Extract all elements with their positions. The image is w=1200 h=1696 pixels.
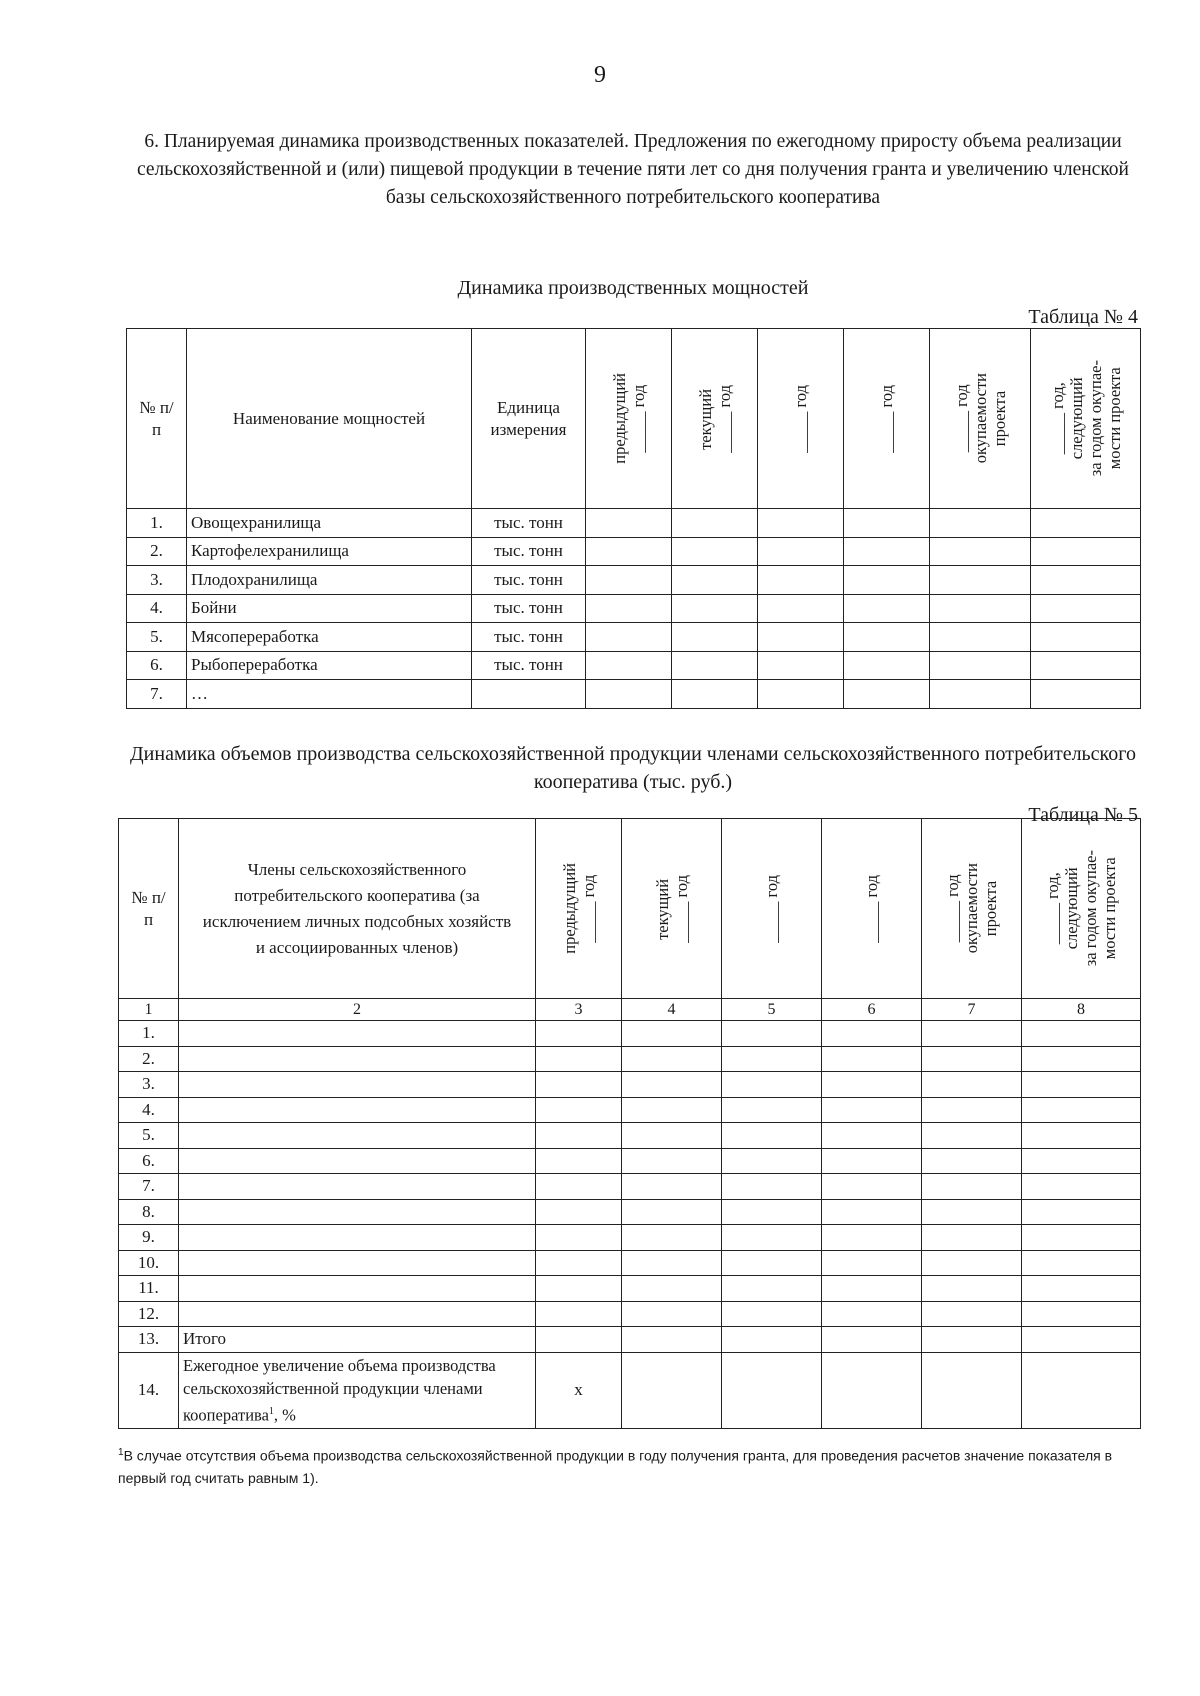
- table4-row: [127, 537, 1141, 566]
- table5-row-name: [179, 1199, 536, 1225]
- table5-cell: [536, 1276, 622, 1302]
- table4-cell: [586, 623, 672, 652]
- table5-row: [119, 1174, 1141, 1200]
- footnote: $^1$В случае отсутствия объема производства сельскохозяйственной продукции в году получения гранта, для проведения расчетов значение показателя в первый год считать равным 1).: [118, 1447, 1113, 1486]
- table5-cell: [1022, 1123, 1141, 1149]
- table5-col-number: 3: [536, 999, 622, 1021]
- table5-row-num: 7.: [119, 1174, 179, 1200]
- table5-cell: [922, 1199, 1022, 1225]
- table5-row-num: 8.: [119, 1199, 179, 1225]
- table5-cell: [822, 1021, 922, 1047]
- table4-number: Таблица № 4: [1028, 306, 1138, 328]
- table5-cell: [536, 1148, 622, 1174]
- table4-row-unit: тыс. тонн: [472, 509, 586, 538]
- table5-header-payback-year: _____ год окупаемости проекта: [922, 819, 1022, 999]
- table4-cell: [758, 594, 844, 623]
- table5-cell: [722, 1327, 822, 1353]
- table4-cell: [672, 594, 758, 623]
- table5-cell: [722, 1072, 822, 1098]
- table4-header-after-payback: _____ год, следующий за годом окупае- мости проекта: [1031, 329, 1141, 509]
- table5-cell: [1022, 1174, 1141, 1200]
- table5-cell: [722, 1046, 822, 1072]
- table5-cell: [1022, 1072, 1141, 1098]
- table5-cell: [722, 1352, 822, 1428]
- table4-row-num: 7.: [127, 680, 187, 709]
- table5-cell: [536, 1301, 622, 1327]
- table4-row-name: …: [187, 680, 472, 709]
- table5-row-num: 12.: [119, 1301, 179, 1327]
- table4-cell: [1031, 680, 1141, 709]
- table5-row: [119, 1301, 1141, 1327]
- table5-row-name: [179, 1225, 536, 1251]
- table4-cell: [844, 566, 930, 595]
- table5-cell: [622, 1046, 722, 1072]
- table4-row-unit: тыс. тонн: [472, 623, 586, 652]
- table5-row: [119, 1072, 1141, 1098]
- table5-cell: [922, 1123, 1022, 1149]
- table5-row: [119, 1148, 1141, 1174]
- table5-cell: [622, 1301, 722, 1327]
- table4-cell: [758, 623, 844, 652]
- table5-cell: [822, 1327, 922, 1353]
- table4-cell: [930, 594, 1031, 623]
- table4-row: [127, 566, 1141, 595]
- table5-cell: [622, 1225, 722, 1251]
- table5-row-num: 3.: [119, 1072, 179, 1098]
- table5-cell: [1022, 1276, 1141, 1302]
- table5-row-name: [179, 1174, 536, 1200]
- table5-col-number: 7: [922, 999, 1022, 1021]
- table5-cell: [622, 1327, 722, 1353]
- table5-header-current-year: текущий _____ год: [622, 819, 722, 999]
- table5-row: [119, 1250, 1141, 1276]
- table5-col-number: 4: [622, 999, 722, 1021]
- table4-cell: [586, 651, 672, 680]
- table5-cell: [622, 1097, 722, 1123]
- table5-cell: [536, 1021, 622, 1047]
- table4-cell: [930, 537, 1031, 566]
- table5-row-name: [179, 1046, 536, 1072]
- table5-cell: [1022, 1046, 1141, 1072]
- table5-cell: [622, 1123, 722, 1149]
- table5-row-num: 13.: [119, 1327, 179, 1353]
- table4-cell: [586, 537, 672, 566]
- page-number: 9: [594, 62, 606, 88]
- table5-cell: [536, 1072, 622, 1098]
- table5-cell: [722, 1225, 822, 1251]
- table4-cell: [586, 594, 672, 623]
- table4-cell: [672, 537, 758, 566]
- table5-cell: [622, 1072, 722, 1098]
- table5-row: [119, 1046, 1141, 1072]
- table4-row: [127, 651, 1141, 680]
- table5-row: [119, 1123, 1141, 1149]
- table5-header-year-4: _____ год: [822, 819, 922, 999]
- table4-row-name: Овощехранилища: [187, 509, 472, 538]
- table4-header-year-4: _____ год: [844, 329, 930, 509]
- table4-cell: [1031, 594, 1141, 623]
- table5-cell: [622, 1199, 722, 1225]
- table5-header-prev-year: предыдущий _____ год: [536, 819, 622, 999]
- table5-row-name: [179, 1250, 536, 1276]
- table5-cell: [722, 1301, 822, 1327]
- table4-row-name: Рыбопереработка: [187, 651, 472, 680]
- table5-row-num: 6.: [119, 1148, 179, 1174]
- table4-cell: [586, 680, 672, 709]
- table5-cell: [822, 1148, 922, 1174]
- table4-cell: [844, 623, 930, 652]
- table4-cell: [844, 509, 930, 538]
- table4-cell: [758, 566, 844, 595]
- table5-row-num: 14.: [119, 1352, 179, 1428]
- table5-cell: [722, 1250, 822, 1276]
- table4-cell: [930, 566, 1031, 595]
- table5-row: [119, 1225, 1141, 1251]
- table5-cell: [1022, 1199, 1141, 1225]
- table4-cell: [758, 651, 844, 680]
- table4-cell: [672, 509, 758, 538]
- table5-header-num: № п/п: [119, 819, 179, 999]
- table5-cell: [922, 1250, 1022, 1276]
- table5-col-number: 8: [1022, 999, 1141, 1021]
- table4-header-name: Наименование мощностей: [187, 329, 472, 509]
- table4-row-num: 6.: [127, 651, 187, 680]
- table5-cell: [822, 1250, 922, 1276]
- table4-cell: [1031, 509, 1141, 538]
- table4-row-name: Мясопереработка: [187, 623, 472, 652]
- table5-cell: [822, 1097, 922, 1123]
- table4-row-unit: тыс. тонн: [472, 566, 586, 595]
- table5-row-num: 10.: [119, 1250, 179, 1276]
- table4-header-year-3: _____ год: [758, 329, 844, 509]
- table5-cell: [1022, 1021, 1141, 1047]
- table5-cell: [536, 1250, 622, 1276]
- table5-cell: [622, 1276, 722, 1302]
- table5-header-year-3: _____ год: [722, 819, 822, 999]
- table4-caption: Динамика производственных мощностей: [457, 277, 809, 299]
- table5-cell: [622, 1021, 722, 1047]
- table5-row-value-x: x: [536, 1352, 622, 1428]
- table5-row-name: [179, 1021, 536, 1047]
- table4-cell: [844, 680, 930, 709]
- table5-row: [119, 1327, 1141, 1353]
- table4-cell: [758, 537, 844, 566]
- table4-row-num: 5.: [127, 623, 187, 652]
- table4-row-name: Бойни: [187, 594, 472, 623]
- table5-cell: [722, 1123, 822, 1149]
- table5-row: [119, 1021, 1141, 1047]
- table4-header-prev-year: предыдущий _____ год: [586, 329, 672, 509]
- table4-header-num: № п/п: [127, 329, 187, 509]
- table5-cell: [622, 1174, 722, 1200]
- table5-cell: [822, 1199, 922, 1225]
- table4-row-name: Плодохранилища: [187, 566, 472, 595]
- table4-header-unit: Единица измерения: [472, 329, 586, 509]
- table4-cell: [672, 623, 758, 652]
- table4-header-payback-year: _____ год окупаемости проекта: [930, 329, 1031, 509]
- table4-cell: [1031, 566, 1141, 595]
- table5-cell: [822, 1301, 922, 1327]
- table4-row-num: 1.: [127, 509, 187, 538]
- table5-cell: [1022, 1327, 1141, 1353]
- table4-cell: [1031, 651, 1141, 680]
- table5-cell: [536, 1327, 622, 1353]
- table5-cell: [722, 1148, 822, 1174]
- table5-cell: [922, 1148, 1022, 1174]
- table5-cell: [822, 1352, 922, 1428]
- table4-row: [127, 509, 1141, 538]
- table5-header-after-payback: _____ год, следующий за годом окупае- мости проекта: [1022, 819, 1141, 999]
- intro-paragraph: 6. Планируемая динамика производственных показателей. Предложения по ежегодному приросту объема реализации сельскохозяйственной и (или) пищевой продукции в течение пяти лет со дня получения гранта и увеличению членской базы сельскохозяйственного потребительского кооператива: [136, 131, 1129, 208]
- table5-cell: [1022, 1352, 1141, 1428]
- table5-caption: Динамика объемов производства сельскохозяйственной продукции членами сельскохозяйственного потребительского кооператива (тыс. руб.): [130, 743, 1136, 793]
- table5-cell: [536, 1225, 622, 1251]
- table4: [126, 328, 1141, 709]
- table4-row-unit: [472, 680, 586, 709]
- table5-cell: [922, 1097, 1022, 1123]
- table5-cell: [822, 1046, 922, 1072]
- table5-cell: [536, 1046, 622, 1072]
- table5-cell: [822, 1072, 922, 1098]
- table5-cell: [536, 1174, 622, 1200]
- table4-row-unit: тыс. тонн: [472, 594, 586, 623]
- table4-cell: [758, 680, 844, 709]
- table5-cell: [536, 1123, 622, 1149]
- table5-cell: [536, 1199, 622, 1225]
- table5-cell: [922, 1174, 1022, 1200]
- table5-row-num: 9.: [119, 1225, 179, 1251]
- table5-cell: [822, 1174, 922, 1200]
- table4-row-num: 2.: [127, 537, 187, 566]
- table4-header-row: [127, 329, 1141, 509]
- table5-row: [119, 1097, 1141, 1123]
- table4-row-num: 3.: [127, 566, 187, 595]
- table5-cell: [536, 1097, 622, 1123]
- table5-row-name: [179, 1301, 536, 1327]
- table4-cell: [844, 537, 930, 566]
- table4-row-unit: тыс. тонн: [472, 651, 586, 680]
- table5-row-num: 5.: [119, 1123, 179, 1149]
- table5-row-name: [179, 1276, 536, 1302]
- table5-cell: [622, 1250, 722, 1276]
- table4-row: [127, 623, 1141, 652]
- table5-row-name: [179, 1148, 536, 1174]
- table5-col-number: 6: [822, 999, 922, 1021]
- table5-cell: [622, 1148, 722, 1174]
- table4-cell: [930, 651, 1031, 680]
- table4-row: [127, 680, 1141, 709]
- table4-row-unit: тыс. тонн: [472, 537, 586, 566]
- table4-cell: [672, 680, 758, 709]
- table5-cell: [722, 1174, 822, 1200]
- table4-row-name: Картофелехранилища: [187, 537, 472, 566]
- table5-row: [119, 1276, 1141, 1302]
- table5-row-num: 4.: [119, 1097, 179, 1123]
- table5-cell: [922, 1225, 1022, 1251]
- table4-cell: [1031, 537, 1141, 566]
- table4-cell: [844, 594, 930, 623]
- table5-col-number: 1: [119, 999, 179, 1021]
- table5-row-num: 11.: [119, 1276, 179, 1302]
- table5-cell: [922, 1072, 1022, 1098]
- table5-cell: [722, 1199, 822, 1225]
- table5-cell: [822, 1123, 922, 1149]
- table5-column-numbers-row: [119, 999, 1141, 1021]
- table5-cell: [1022, 1250, 1141, 1276]
- table5: [118, 818, 1141, 1429]
- table5-row-name: [179, 1097, 536, 1123]
- table5-cell: [822, 1276, 922, 1302]
- table5-cell: [722, 1276, 822, 1302]
- table4-row-num: 4.: [127, 594, 187, 623]
- table4-row: [127, 594, 1141, 623]
- table5-header-row: [119, 819, 1141, 999]
- table5-col-number: 2: [179, 999, 536, 1021]
- table5-row-name: [179, 1123, 536, 1149]
- table5-cell: [1022, 1301, 1141, 1327]
- table4-cell: [672, 651, 758, 680]
- table5-cell: [1022, 1148, 1141, 1174]
- table5-row-num: 1.: [119, 1021, 179, 1047]
- table5-row-name: [179, 1072, 536, 1098]
- table4-cell: [758, 509, 844, 538]
- table4-cell: [930, 680, 1031, 709]
- table5-cell: [922, 1021, 1022, 1047]
- table5-header-name: Члены сельскохозяйственного потребительского кооператива (за исключением личных подсобных хозяйств и ассоциированных членов): [179, 819, 536, 999]
- table5-cell: [622, 1352, 722, 1428]
- table4-cell: [586, 509, 672, 538]
- table4-cell: [844, 651, 930, 680]
- table5-cell: [822, 1225, 922, 1251]
- table5-col-number: 5: [722, 999, 822, 1021]
- table5-cell: [722, 1097, 822, 1123]
- table4-cell: [930, 623, 1031, 652]
- table4-cell: [586, 566, 672, 595]
- table5-cell: [1022, 1097, 1141, 1123]
- table5-cell: [922, 1276, 1022, 1302]
- table5-cell: [922, 1352, 1022, 1428]
- table4-cell: [672, 566, 758, 595]
- table5-row-name: Итого: [179, 1327, 536, 1353]
- table4-cell: [930, 509, 1031, 538]
- table5-number: Таблица № 5: [1028, 804, 1138, 826]
- table5-row-annual-increase: [119, 1352, 1141, 1428]
- table5-cell: [922, 1046, 1022, 1072]
- table4-header-current-year: текущий _____ год: [672, 329, 758, 509]
- table5-row-name: Ежегодное увеличение объема производства сельскохозяйственной продукции членами кооператива$^1$, %: [179, 1352, 536, 1428]
- table5-cell: [1022, 1225, 1141, 1251]
- table5-cell: [722, 1021, 822, 1047]
- table4-cell: [1031, 623, 1141, 652]
- table5-cell: [922, 1301, 1022, 1327]
- table5-row-num: 2.: [119, 1046, 179, 1072]
- table5-cell: [922, 1327, 1022, 1353]
- table5-row: [119, 1199, 1141, 1225]
